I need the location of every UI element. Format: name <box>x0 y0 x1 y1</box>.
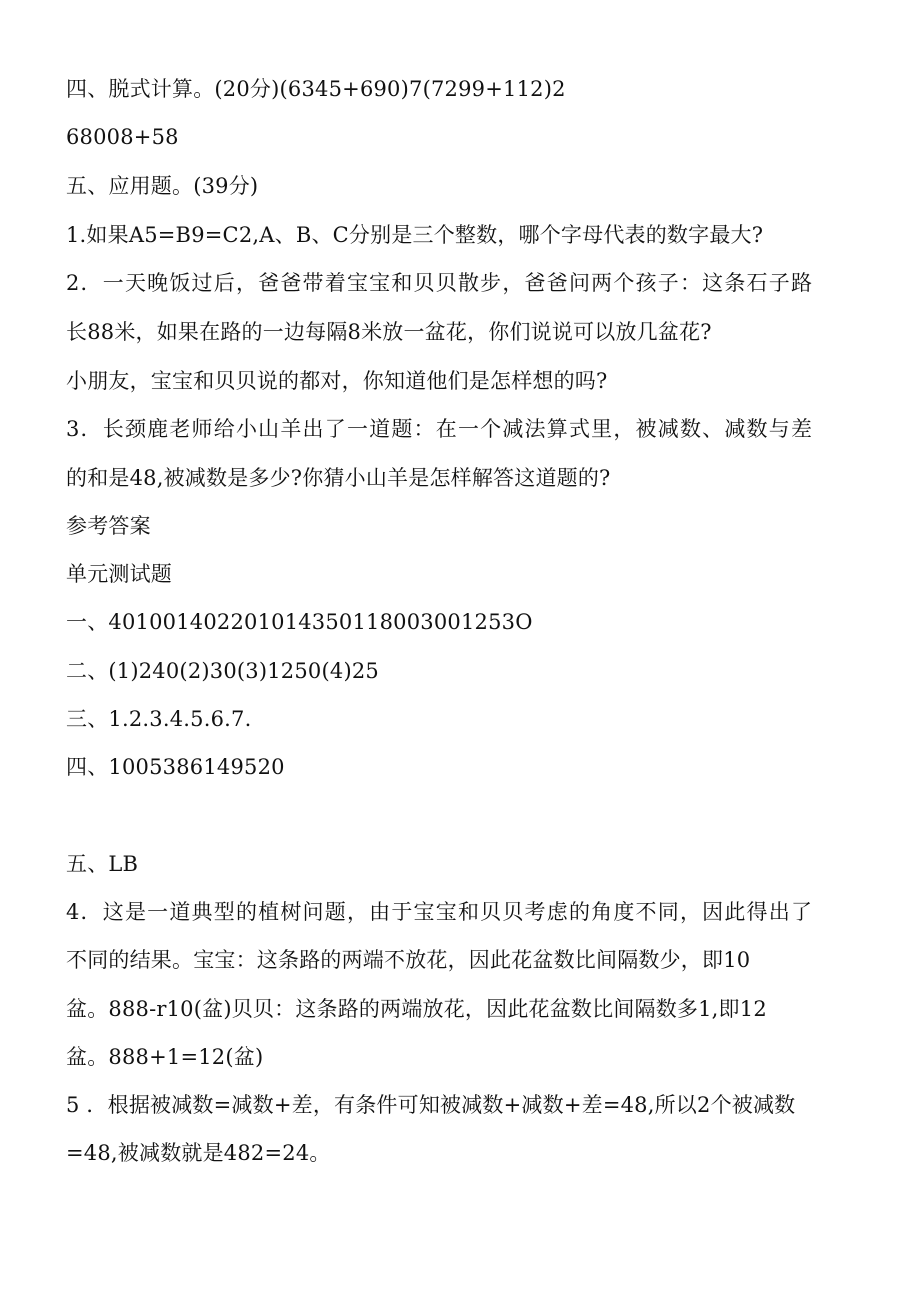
answer-4-line-4: 盆。888+1=12(盆) <box>66 1045 264 1069</box>
answer-section-one: 一、401001402201014350118003001253O <box>66 610 533 634</box>
answer-4-line-3: 盆。888-r10(盆)贝贝：这条路的两端放花，因此花盆数比间隔数多1,即12 <box>66 997 767 1021</box>
reference-answers-heading: 参考答案 <box>66 514 151 538</box>
question-3-line-1: 3．长颈鹿老师给小山羊出了一道题：在一个减法算式里，被减数、减数与差 <box>66 417 814 441</box>
question-2-line-1: 2．一天晚饭过后，爸爸带着宝宝和贝贝散步，爸爸问两个孩子：这条石子路 <box>66 271 814 295</box>
section-five-heading: 五、应用题。(39分) <box>66 174 259 198</box>
section-four-heading: 四、脱式计算。(20分)(6345+690)7(7299+112)2 <box>66 77 566 101</box>
answer-5-line-1: 5 ．根据被减数=减数+差，有条件可知被减数+减数+差=48,所以2个被减数 <box>66 1093 796 1117</box>
question-1: 1.如果A5=B9=C2,A、B、C分别是三个整数，哪个字母代表的数字最大? <box>66 223 764 247</box>
question-2-line-2: 长88米，如果在路的一边每隔8米放一盆花，你们说说可以放几盆花? <box>66 320 712 344</box>
calc-line: 68008+58 <box>66 125 179 149</box>
answer-4-line-1: 4．这是一道典型的植树问题，由于宝宝和贝贝考虑的角度不同，因此得出了 <box>66 900 814 924</box>
answer-5-line-2: =48,被减数就是482=24。 <box>66 1141 331 1165</box>
answer-4-line-2: 不同的结果。宝宝：这条路的两端不放花，因此花盆数比间隔数少，即10 <box>66 948 751 972</box>
answer-section-four: 四、1005386149520 <box>66 755 285 779</box>
answer-section-five: 五、LB <box>66 852 139 876</box>
answer-section-three: 三、1.2.3.4.5.6.7. <box>66 707 252 731</box>
answer-section-two: 二、(1)240(2)30(3)1250(4)25 <box>66 659 379 683</box>
unit-test-heading: 单元测试题 <box>66 562 172 586</box>
question-3-line-2: 的和是48,被减数是多少?你猜小山羊是怎样解答这道题的? <box>66 466 611 490</box>
question-2-line-3: 小朋友，宝宝和贝贝说的都对，你知道他们是怎样想的吗? <box>66 369 608 393</box>
